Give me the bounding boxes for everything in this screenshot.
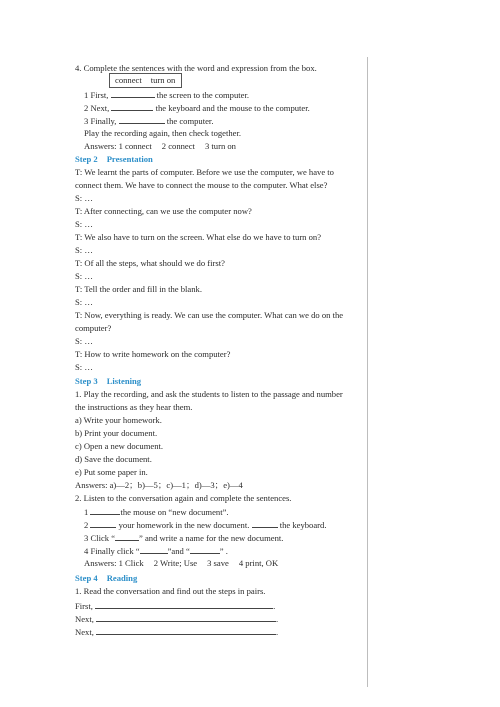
step-fill-line: Next, .	[75, 614, 279, 624]
step-2-heading: Step 2 Presentation	[75, 154, 153, 164]
sentence-2: 2 Next, the keyboard and the mouse to the computer.	[84, 103, 310, 113]
fill-blank[interactable]	[111, 89, 155, 98]
dialogue-line: S: …	[75, 297, 93, 307]
exercise-4-instruction: 4. Complete the sentences with the word and expression from the box.	[75, 63, 317, 73]
instruction-option: e) Put some paper in.	[75, 467, 148, 477]
dialogue-line: T: We also have to turn on the screen. What else do we have to turn on?	[75, 232, 322, 242]
dialogue-line: S: …	[75, 219, 93, 229]
listening-answers-2: Answers: 1 Click 2 Write; Use 3 save 4 print, OK	[84, 558, 279, 568]
fill-blank[interactable]	[90, 519, 116, 528]
dialogue-line: T: Of all the steps, what should we do first?	[75, 258, 225, 268]
sentence-1: 1 First, the screen to the computer.	[84, 90, 250, 100]
dialogue-line: S: …	[75, 362, 93, 372]
instruction-option: c) Open a new document.	[75, 441, 164, 451]
dialogue-line: S: …	[75, 336, 93, 346]
fill-blank[interactable]	[96, 626, 276, 635]
play-again-note: Play the recording again, then check together.	[84, 128, 242, 138]
word-box-container	[109, 73, 182, 88]
listening-item-1: 1. Play the recording, and ask the students to listen to the passage and number	[75, 389, 343, 399]
fill-blank[interactable]	[119, 115, 165, 124]
word-box-item: turn on	[150, 75, 176, 85]
dialogue-line: S: …	[75, 193, 93, 203]
fill-blank[interactable]	[111, 102, 153, 111]
instruction-option: a) Write your homework.	[75, 415, 162, 425]
dialogue-line: T: Tell the order and fill in the blank.	[75, 284, 202, 294]
step-fill-line: Next, .	[75, 627, 279, 637]
instruction-option: b) Print your document.	[75, 428, 158, 438]
dialogue-line: T: How to write homework on the computer?	[75, 349, 231, 359]
completion-3: 3 Click “ ” and write a name for the new document.	[84, 533, 284, 543]
listening-item-2: 2. Listen to the conversation again and complete the sentences.	[75, 493, 292, 503]
fill-blank[interactable]	[95, 600, 273, 609]
fill-blank[interactable]	[140, 545, 168, 554]
sentence-3: 3 Finally, the computer.	[84, 116, 214, 126]
step-4-heading: Step 4 Reading	[75, 573, 138, 583]
dialogue-line: T: We learnt the parts of computer. Before we use the computer, we have to	[75, 167, 334, 177]
word-box	[109, 73, 182, 88]
fill-blank[interactable]	[252, 519, 278, 528]
exercise-4-answers: Answers: 1 connect 2 connect 3 turn on	[84, 141, 236, 151]
dialogue-line: T: Now, everything is ready. We can use the computer. What can we do on the	[75, 310, 344, 320]
fill-blank[interactable]	[96, 613, 276, 622]
dialogue-line: connect them. We have to connect the mouse to the computer. What else?	[75, 180, 328, 190]
step-fill-line: First, .	[75, 601, 276, 611]
step-3-heading: Step 3 Listening	[75, 376, 142, 386]
listening-item-1-cont: the instructions as they hear them.	[75, 402, 193, 412]
word-box-item: connect	[115, 75, 142, 85]
dialogue-line: computer?	[75, 323, 112, 333]
dialogue-line: T: After connecting, can we use the computer now?	[75, 206, 252, 216]
dialogue-line: S: …	[75, 245, 93, 255]
completion-1: 1 the mouse on “new document”.	[84, 507, 229, 517]
fill-blank[interactable]	[90, 506, 120, 515]
dialogue-line: S: …	[75, 271, 93, 281]
instruction-option: d) Save the document.	[75, 454, 152, 464]
listening-answers-1: Answers: a)—2；b)—5；c)—1；d)—3；e)—4	[75, 480, 243, 490]
reading-item-1: 1. Read the conversation and find out the steps in pairs.	[75, 586, 266, 596]
completion-2: 2 your homework in the new document. the keyboard.	[84, 520, 327, 530]
fill-blank[interactable]	[190, 545, 220, 554]
fill-blank[interactable]	[115, 532, 139, 541]
completion-4: 4 Finally click “ ”and “ ” .	[84, 546, 228, 556]
